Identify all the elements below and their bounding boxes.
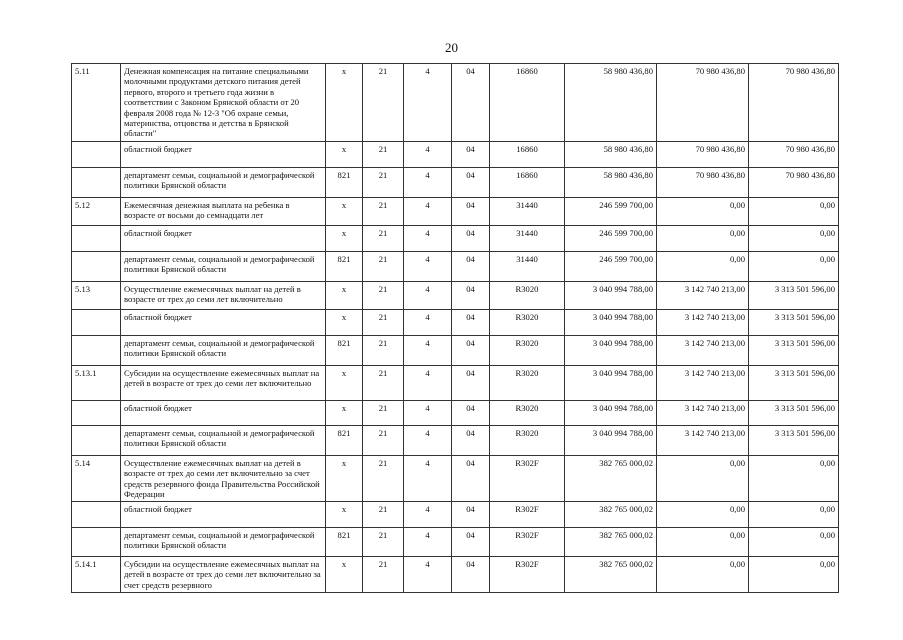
program-code-cell: 21 xyxy=(363,64,404,142)
amount-year-2-cell: 0,00 xyxy=(657,198,749,226)
program-code-cell: 21 xyxy=(363,426,404,456)
subprogram-code-cell: 4 xyxy=(404,310,452,336)
amount-year-2-cell: 3 142 740 213,00 xyxy=(657,336,749,366)
amount-year-1-cell: 58 980 436,80 xyxy=(565,142,657,168)
row-name-cell: департамент семьи, социальной и демографической политики Брянской области xyxy=(121,168,326,198)
subprogram-code-cell: 4 xyxy=(404,502,452,528)
table-row xyxy=(72,310,839,336)
row-number-cell xyxy=(72,168,121,198)
admin-code-cell: 821 xyxy=(326,336,363,366)
amount-year-3-cell: 0,00 xyxy=(749,198,839,226)
admin-code-cell: х xyxy=(326,456,363,502)
amount-year-1-cell: 246 599 700,00 xyxy=(565,252,657,282)
table-row xyxy=(72,426,839,456)
event-code-cell: 04 xyxy=(452,336,490,366)
direction-code-cell: R3020 xyxy=(490,366,565,401)
amount-year-3-cell: 0,00 xyxy=(749,557,839,593)
direction-code-cell: R302F xyxy=(490,557,565,593)
row-name-cell: областной бюджет xyxy=(121,226,326,252)
event-code-cell: 04 xyxy=(452,502,490,528)
amount-year-1-cell: 382 765 000,02 xyxy=(565,502,657,528)
table-row xyxy=(72,142,839,168)
direction-code-cell: R3020 xyxy=(490,401,565,426)
subprogram-code-cell: 4 xyxy=(404,426,452,456)
table-row xyxy=(72,64,839,142)
amount-year-3-cell: 0,00 xyxy=(749,528,839,557)
program-code-cell: 21 xyxy=(363,252,404,282)
program-code-cell: 21 xyxy=(363,336,404,366)
row-number-cell xyxy=(72,336,121,366)
table-row xyxy=(72,198,839,226)
admin-code-cell: х xyxy=(326,557,363,593)
amount-year-1-cell: 382 765 000,02 xyxy=(565,456,657,502)
row-name-cell: Осуществление ежемесячных выплат на детей в возрасте от трех до семи лет включительно xyxy=(121,282,326,310)
subprogram-code-cell: 4 xyxy=(404,366,452,401)
amount-year-2-cell: 3 142 740 213,00 xyxy=(657,282,749,310)
amount-year-3-cell: 70 980 436,80 xyxy=(749,168,839,198)
event-code-cell: 04 xyxy=(452,426,490,456)
subprogram-code-cell: 4 xyxy=(404,252,452,282)
amount-year-1-cell: 246 599 700,00 xyxy=(565,198,657,226)
admin-code-cell: 821 xyxy=(326,168,363,198)
program-code-cell: 21 xyxy=(363,282,404,310)
admin-code-cell: х xyxy=(326,282,363,310)
direction-code-cell: R3020 xyxy=(490,310,565,336)
table-row xyxy=(72,528,839,557)
amount-year-3-cell: 3 313 501 596,00 xyxy=(749,401,839,426)
row-name-cell: областной бюджет xyxy=(121,310,326,336)
amount-year-2-cell: 0,00 xyxy=(657,252,749,282)
amount-year-2-cell: 70 980 436,80 xyxy=(657,142,749,168)
amount-year-3-cell: 70 980 436,80 xyxy=(749,64,839,142)
program-code-cell: 21 xyxy=(363,142,404,168)
amount-year-1-cell: 3 040 994 788,00 xyxy=(565,366,657,401)
subprogram-code-cell: 4 xyxy=(404,456,452,502)
row-name-cell: Ежемесячная денежная выплата на ребенка в возрасте от восьми до семнадцати лет xyxy=(121,198,326,226)
row-number-cell: 5.11 xyxy=(72,64,121,142)
table-row xyxy=(72,456,839,502)
row-number-cell xyxy=(72,528,121,557)
row-number-cell: 5.13.1 xyxy=(72,366,121,401)
amount-year-3-cell: 3 313 501 596,00 xyxy=(749,336,839,366)
row-name-cell: департамент семьи, социальной и демографической политики Брянской области xyxy=(121,528,326,557)
event-code-cell: 04 xyxy=(452,282,490,310)
row-number-cell: 5.14.1 xyxy=(72,557,121,593)
event-code-cell: 04 xyxy=(452,528,490,557)
amount-year-1-cell: 3 040 994 788,00 xyxy=(565,426,657,456)
event-code-cell: 04 xyxy=(452,226,490,252)
row-number-cell xyxy=(72,401,121,426)
event-code-cell: 04 xyxy=(452,64,490,142)
amount-year-1-cell: 246 599 700,00 xyxy=(565,226,657,252)
subprogram-code-cell: 4 xyxy=(404,168,452,198)
amount-year-1-cell: 58 980 436,80 xyxy=(565,64,657,142)
amount-year-3-cell: 0,00 xyxy=(749,226,839,252)
row-name-cell: Денежная компенсация на питание специальными молочными продуктами детского питания детей первого, второго и третьего года жизни в соответствии с Законом Брянской области от 20 февраля 2008 года № 12-3 "Об охране семьи, материнства, отцовства и детства в Брянской области" xyxy=(121,64,326,142)
amount-year-3-cell: 3 313 501 596,00 xyxy=(749,282,839,310)
subprogram-code-cell: 4 xyxy=(404,142,452,168)
event-code-cell: 04 xyxy=(452,366,490,401)
row-name-cell: областной бюджет xyxy=(121,142,326,168)
amount-year-3-cell: 3 313 501 596,00 xyxy=(749,310,839,336)
program-code-cell: 21 xyxy=(363,310,404,336)
row-number-cell: 5.12 xyxy=(72,198,121,226)
direction-code-cell: R302F xyxy=(490,528,565,557)
program-code-cell: 21 xyxy=(363,226,404,252)
table-body xyxy=(72,64,839,593)
table-row xyxy=(72,557,839,593)
subprogram-code-cell: 4 xyxy=(404,226,452,252)
admin-code-cell: х xyxy=(326,310,363,336)
admin-code-cell: х xyxy=(326,502,363,528)
direction-code-cell: R3020 xyxy=(490,426,565,456)
amount-year-3-cell: 3 313 501 596,00 xyxy=(749,366,839,401)
admin-code-cell: х xyxy=(326,401,363,426)
row-name-cell: департамент семьи, социальной и демографической политики Брянской области xyxy=(121,426,326,456)
amount-year-3-cell: 0,00 xyxy=(749,252,839,282)
direction-code-cell: 31440 xyxy=(490,226,565,252)
direction-code-cell: R3020 xyxy=(490,336,565,366)
table-row xyxy=(72,168,839,198)
amount-year-2-cell: 70 980 436,80 xyxy=(657,168,749,198)
amount-year-3-cell: 0,00 xyxy=(749,502,839,528)
subprogram-code-cell: 4 xyxy=(404,198,452,226)
admin-code-cell: 821 xyxy=(326,252,363,282)
admin-code-cell: х xyxy=(326,226,363,252)
admin-code-cell: х xyxy=(326,142,363,168)
amount-year-3-cell: 70 980 436,80 xyxy=(749,142,839,168)
direction-code-cell: R3020 xyxy=(490,282,565,310)
subprogram-code-cell: 4 xyxy=(404,528,452,557)
row-number-cell xyxy=(72,426,121,456)
row-name-cell: департамент семьи, социальной и демографической политики Брянской области xyxy=(121,252,326,282)
amount-year-2-cell: 0,00 xyxy=(657,226,749,252)
amount-year-2-cell: 0,00 xyxy=(657,456,749,502)
table-row xyxy=(72,366,839,401)
amount-year-2-cell: 3 142 740 213,00 xyxy=(657,426,749,456)
amount-year-2-cell: 0,00 xyxy=(657,557,749,593)
program-code-cell: 21 xyxy=(363,168,404,198)
admin-code-cell: х xyxy=(326,366,363,401)
amount-year-1-cell: 3 040 994 788,00 xyxy=(565,310,657,336)
row-number-cell xyxy=(72,142,121,168)
row-number-cell xyxy=(72,310,121,336)
amount-year-1-cell: 58 980 436,80 xyxy=(565,168,657,198)
event-code-cell: 04 xyxy=(452,401,490,426)
amount-year-1-cell: 382 765 000,02 xyxy=(565,528,657,557)
program-code-cell: 21 xyxy=(363,366,404,401)
page-number: 20 xyxy=(445,40,458,55)
row-name-cell: Субсидии на осуществление ежемесячных выплат на детей в возрасте от трех до семи лет включительно xyxy=(121,366,326,401)
admin-code-cell: 821 xyxy=(326,426,363,456)
event-code-cell: 04 xyxy=(452,168,490,198)
direction-code-cell: R302F xyxy=(490,502,565,528)
direction-code-cell: R302F xyxy=(490,456,565,502)
event-code-cell: 04 xyxy=(452,198,490,226)
program-code-cell: 21 xyxy=(363,456,404,502)
amount-year-2-cell: 3 142 740 213,00 xyxy=(657,310,749,336)
direction-code-cell: 31440 xyxy=(490,252,565,282)
amount-year-3-cell: 0,00 xyxy=(749,456,839,502)
subprogram-code-cell: 4 xyxy=(404,401,452,426)
event-code-cell: 04 xyxy=(452,310,490,336)
table-row xyxy=(72,401,839,426)
amount-year-2-cell: 3 142 740 213,00 xyxy=(657,401,749,426)
row-number-cell: 5.13 xyxy=(72,282,121,310)
program-code-cell: 21 xyxy=(363,528,404,557)
event-code-cell: 04 xyxy=(452,252,490,282)
amount-year-1-cell: 3 040 994 788,00 xyxy=(565,282,657,310)
row-name-cell: областной бюджет xyxy=(121,401,326,426)
direction-code-cell: 16860 xyxy=(490,168,565,198)
amount-year-2-cell: 70 980 436,80 xyxy=(657,64,749,142)
amount-year-2-cell: 0,00 xyxy=(657,502,749,528)
admin-code-cell: х xyxy=(326,198,363,226)
subprogram-code-cell: 4 xyxy=(404,557,452,593)
table-row xyxy=(72,282,839,310)
program-code-cell: 21 xyxy=(363,401,404,426)
table-row xyxy=(72,502,839,528)
program-code-cell: 21 xyxy=(363,502,404,528)
row-number-cell xyxy=(72,252,121,282)
amount-year-1-cell: 3 040 994 788,00 xyxy=(565,336,657,366)
row-number-cell: 5.14 xyxy=(72,456,121,502)
budget-table xyxy=(71,63,839,593)
amount-year-1-cell: 382 765 000,02 xyxy=(565,557,657,593)
row-number-cell xyxy=(72,226,121,252)
row-name-cell: департамент семьи, социальной и демографической политики Брянской области xyxy=(121,336,326,366)
event-code-cell: 04 xyxy=(452,142,490,168)
subprogram-code-cell: 4 xyxy=(404,282,452,310)
row-name-cell: областной бюджет xyxy=(121,502,326,528)
program-code-cell: 21 xyxy=(363,198,404,226)
direction-code-cell: 16860 xyxy=(490,64,565,142)
table-row xyxy=(72,252,839,282)
direction-code-cell: 16860 xyxy=(490,142,565,168)
table-row xyxy=(72,336,839,366)
admin-code-cell: 821 xyxy=(326,528,363,557)
row-number-cell xyxy=(72,502,121,528)
row-name-cell: Осуществление ежемесячных выплат на детей в возрасте от трех до семи лет включительно за счет средств резервного фонда Правительства Российской Федерации xyxy=(121,456,326,502)
subprogram-code-cell: 4 xyxy=(404,64,452,142)
row-name-cell: Субсидии на осуществление ежемесячных выплат на детей в возрасте от трех до семи лет включительно за счет средств резервного xyxy=(121,557,326,593)
amount-year-2-cell: 3 142 740 213,00 xyxy=(657,366,749,401)
program-code-cell: 21 xyxy=(363,557,404,593)
amount-year-1-cell: 3 040 994 788,00 xyxy=(565,401,657,426)
amount-year-2-cell: 0,00 xyxy=(657,528,749,557)
event-code-cell: 04 xyxy=(452,557,490,593)
event-code-cell: 04 xyxy=(452,456,490,502)
admin-code-cell: х xyxy=(326,64,363,142)
amount-year-3-cell: 3 313 501 596,00 xyxy=(749,426,839,456)
table-row xyxy=(72,226,839,252)
direction-code-cell: 31440 xyxy=(490,198,565,226)
subprogram-code-cell: 4 xyxy=(404,336,452,366)
